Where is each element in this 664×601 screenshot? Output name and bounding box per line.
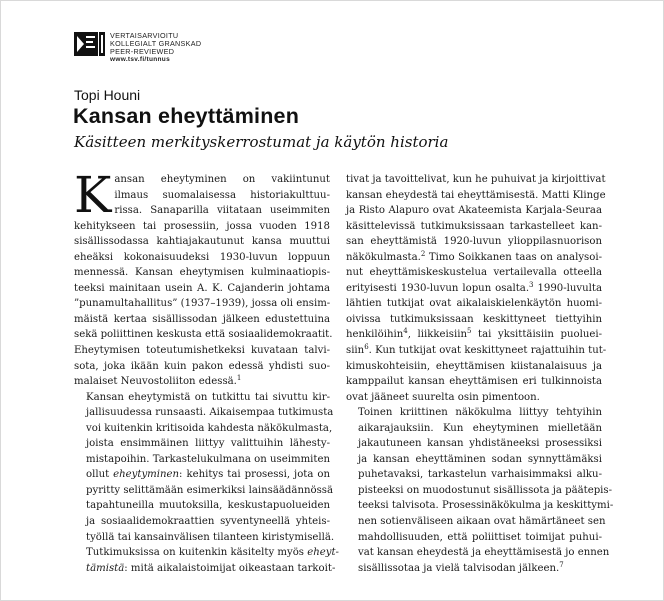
text-line: rissa. Sanaparilla viitataan useimmiten [114,205,330,217]
text-segment: tai yksittäisiin puoluei- [471,329,602,341]
text-segment: henkilöihin [346,329,404,341]
badge-url: www.tsv.fi/tunnus [110,56,170,63]
text-segment: näkökulmasta. [346,251,421,263]
text-emphasis: eheytyminen [113,469,180,481]
left-paragraph-2 [74,390,339,577]
text-line: mahdollisuuden, että poliittiset toimijat puhui- [358,531,602,543]
drop-cap: K [74,166,112,224]
text-line: mäistä kertaa sisällissodan jälkeen edustettuina [74,313,330,325]
text-line [74,561,336,577]
text-segment: erityisesti 1930-luvun lopun osalta. [346,282,530,294]
text-line: ja sosiaalidemokraattien syventyneellä yhteis- [86,516,330,528]
footnote-ref: 4 [403,327,408,336]
text-line: san eheyttämistä 1920-luvun ylioppilasnuorison [346,236,602,248]
text-line: pisteeksi on muodostunut sisällissota ja päätepis- [358,484,613,496]
text-line: ja Risto Alapuro ovat Akateemista Karjala-Seuraa [346,205,602,217]
text-line: voi kuitenkin kritisoida kahdesta näkökulmasta, [86,422,333,434]
text-segment: 1990-luvulta [533,282,602,294]
text-line: tivat ja tavoittelivat, kun he puhuivat ja kirjoittivat [346,174,606,185]
text-line: Kansan eheytymistä on tutkittu tai sivuttu kir- [86,391,330,403]
left-paragraph-1 [74,166,333,390]
text-segment: sisällissotaa ja vielä talvisodan jälkeen. [358,562,560,574]
text-segment: Timo Soikkanen taas on analysoi- [425,251,602,263]
article-title: Kansan eheyttäminen [73,104,300,128]
text-line [346,281,602,297]
text-emphasis: eheyt- [307,547,339,559]
text-line: nut eheyttämiskeskustelua vertailevalla otteella [346,267,602,279]
footnote-ref: 2 [420,249,426,258]
text-line: Toinen kriittinen näkökulma liittyy tehtyihin [358,407,602,419]
text-line [346,327,602,343]
text-line: pyritty selittämään esimerkiksi lainsäädännössä [86,484,334,496]
footnote-ref: 6 [364,343,369,352]
footnote-ref: 1 [236,374,242,383]
text-emphasis: tämistä [86,562,125,574]
text-segment: : kehitys tai prosessi, jota on [179,469,330,481]
text-line [346,343,607,359]
text-line: jakautuneen kansan yhdistäneeksi prosessiksi [358,438,602,450]
text-line: kamppailut kansan eheyttämisen eri tulkinnoista [346,376,602,388]
badge-line-en: PEER-REVIEWED [110,47,175,56]
text-line: oivissa tutkimuksissaan keskittyneet tiettyihin [346,313,602,325]
text-line: sisällissodassa kahtiajakautunut kansa muuttui [74,236,330,248]
text-segment: , liikkeisiin [407,329,467,341]
text-line: tapahtuneilla muutoksilla, keskustapuolueiden [86,500,330,512]
text-line [74,545,339,561]
text-line: ovat jääneet suurelta osin pimentoon. [346,391,540,403]
text-line: työllä tai kansainvälisen tilanteen kiristymisellä. [86,531,335,543]
text-line: ilmaus suomalaisessa historiakulttuu- [114,189,330,201]
text-line: sota, joka ikään kuin pakon edessä yhdisti suo- [74,360,330,372]
text-line: vat kansan eheydestä ja eheyttämisestä jo ennen [358,547,610,559]
text-line: kehitykseen tai prosessiin, jossa vuoden 1918 [74,220,330,232]
text-line: lähtien tutkijat ovat aikalaiskielenkäytön huomi- [346,298,602,310]
right-paragraph-2 [346,405,614,576]
footnote-ref: 3 [529,280,534,289]
text-line: puhetavaksi, tarkastelun varhaisimmaksi alku- [358,469,602,481]
text-line: joista ensimmäinen liittyy valittuihin lähesty- [86,438,330,450]
text-line: ”punamultahallitus” (1937–1939), jossa oli ensim- [74,298,331,310]
text-line: ansan eheytyminen on vakiintunut [114,174,330,185]
peer-review-logo-icon [74,32,106,56]
badge-line-fi: VERTAISARVIOITU [110,31,179,40]
text-segment: ollut [86,469,114,481]
text-line: sekä poliittinen keskusta että sosiaalidemokraatit. [74,329,333,341]
article-author: Topi Houni [74,87,141,103]
text-segment: : mitä aikalaistoimijat oikeastaan tarkoit- [124,562,336,574]
text-line [74,467,330,483]
badge-line-sv: KOLLEGIALT GRANSKAD [110,39,202,48]
text-line [346,250,602,266]
peer-review-badge [74,32,201,64]
text-line: teeksi talvisota. Prosessinäkökulma ja keskittymi- [358,500,614,512]
text-segment: . Kun tutkijat ovat keskittyneet rajattuihin tut- [368,345,607,357]
footnote-ref: 5 [466,327,472,336]
right-paragraph-1 [346,172,607,405]
text-line: kimuskohteisiin, eheyttämisen kiistanalaisuus ja [346,360,602,372]
text-line: aikarajauksiin. Kun eheytyminen mielletään [358,422,602,434]
text-line: ja kansan eheyttäminen sodan synnyttämäksi [358,453,602,465]
text-line: jallisuudessa runsaasti. Aikaisempaa tutkimusta [86,407,334,419]
text-line: teeksi mainitaan usein A. K. Cajanderin johtama [74,282,330,294]
article-subtitle: Käsitteen merkityskerrostumat ja käytön historia [74,133,449,151]
text-line: nen sotienväliseen aikaan ovat hämärtäneet sen [358,516,606,528]
left-column [74,166,339,576]
text-segment: malaiset Neuvostoliiton edessä. [74,376,237,388]
text-line: Eheytymisen toteutumishetkeksi kuvataan talvi- [74,345,330,357]
text-line: eheäksi kokonaisuudeksi 1930-luvun loppuun [74,251,330,263]
text-line [74,374,330,390]
text-segment: Tutkimuksissa on kuitenkin käsitelty myös [86,547,308,559]
text-segment: siin [346,345,365,357]
text-line [346,561,602,577]
footnote-ref: 7 [559,560,564,569]
text-line: kansan eheydestä tai eheyttämisestä. Matti Klinge [346,189,606,201]
text-line: käsittelevissä tutkimuksissaan tarkastelleet kan- [346,220,602,232]
text-line: mennessä. Kansan eheytymisen kulminaatiopis- [74,267,330,279]
text-line: mistapoihin. Tarkastelukulmana on useimmiten [86,453,330,465]
right-column [346,172,614,576]
